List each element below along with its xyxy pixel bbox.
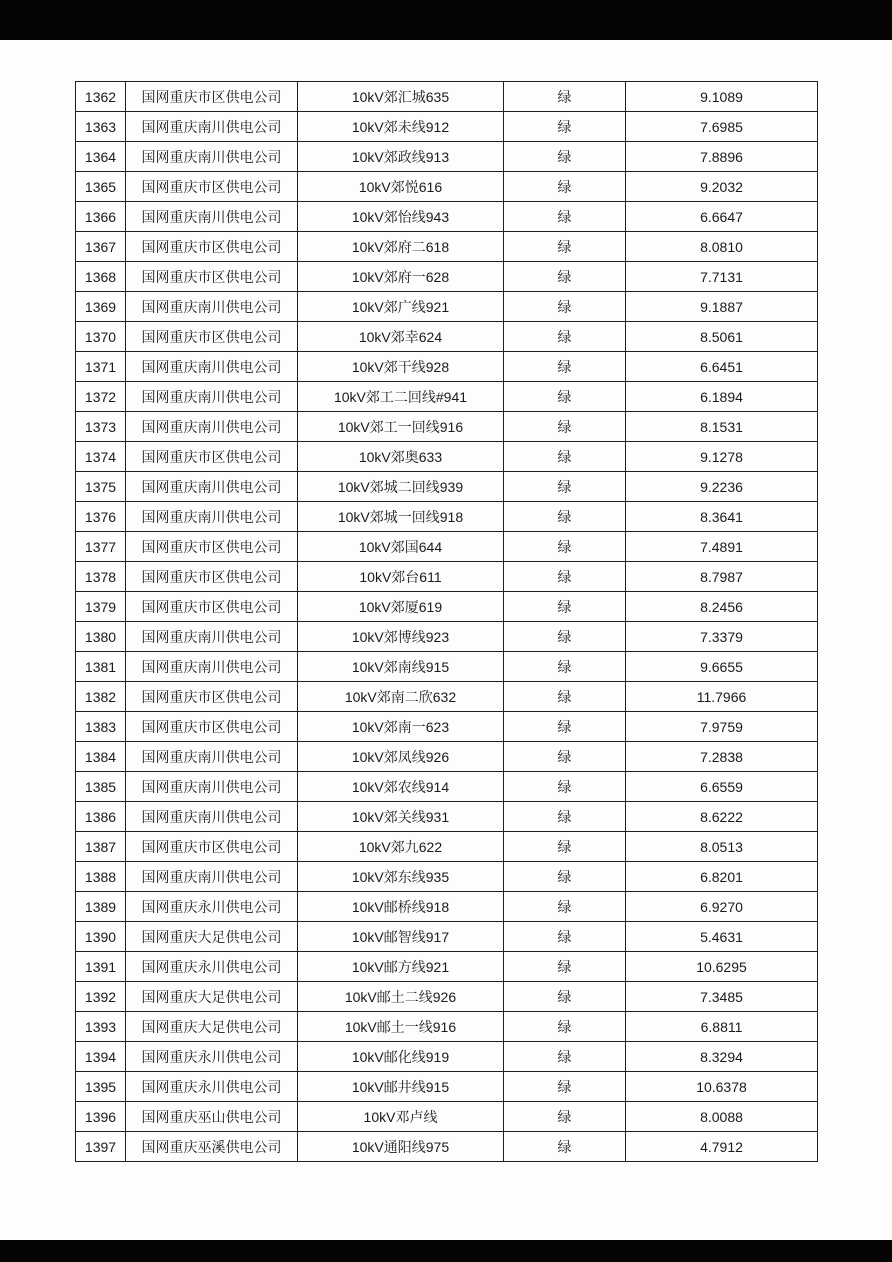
line-name-cell: 10kV郊悦616 bbox=[298, 172, 504, 202]
value-cell: 8.2456 bbox=[626, 592, 818, 622]
row-number-cell: 1379 bbox=[76, 592, 126, 622]
value-cell: 8.5061 bbox=[626, 322, 818, 352]
company-cell: 国网重庆市区供电公司 bbox=[126, 232, 298, 262]
status-cell: 绿 bbox=[504, 142, 626, 172]
row-number-cell: 1363 bbox=[76, 112, 126, 142]
table-row bbox=[76, 232, 818, 262]
value-cell: 8.3641 bbox=[626, 502, 818, 532]
status-cell: 绿 bbox=[504, 1102, 626, 1132]
line-name-cell: 10kV郊南线915 bbox=[298, 652, 504, 682]
value-cell: 8.0810 bbox=[626, 232, 818, 262]
line-name-cell: 10kV郊幸624 bbox=[298, 322, 504, 352]
table-row bbox=[76, 442, 818, 472]
status-cell: 绿 bbox=[504, 652, 626, 682]
company-cell: 国网重庆市区供电公司 bbox=[126, 532, 298, 562]
company-cell: 国网重庆大足供电公司 bbox=[126, 922, 298, 952]
row-number-cell: 1384 bbox=[76, 742, 126, 772]
company-cell: 国网重庆市区供电公司 bbox=[126, 562, 298, 592]
status-cell: 绿 bbox=[504, 352, 626, 382]
value-cell: 6.6451 bbox=[626, 352, 818, 382]
table-row bbox=[76, 682, 818, 712]
table-row bbox=[76, 1012, 818, 1042]
line-name-cell: 10kV郊台611 bbox=[298, 562, 504, 592]
value-cell: 7.7131 bbox=[626, 262, 818, 292]
power-line-status-table bbox=[75, 81, 818, 1162]
company-cell: 国网重庆大足供电公司 bbox=[126, 982, 298, 1012]
row-number-cell: 1366 bbox=[76, 202, 126, 232]
value-cell: 9.2236 bbox=[626, 472, 818, 502]
row-number-cell: 1381 bbox=[76, 652, 126, 682]
company-cell: 国网重庆市区供电公司 bbox=[126, 712, 298, 742]
company-cell: 国网重庆南川供电公司 bbox=[126, 502, 298, 532]
company-cell: 国网重庆南川供电公司 bbox=[126, 472, 298, 502]
line-name-cell: 10kV邓卢线 bbox=[298, 1102, 504, 1132]
company-cell: 国网重庆南川供电公司 bbox=[126, 802, 298, 832]
status-cell: 绿 bbox=[504, 1042, 626, 1072]
value-cell: 7.8896 bbox=[626, 142, 818, 172]
table-row bbox=[76, 202, 818, 232]
row-number-cell: 1386 bbox=[76, 802, 126, 832]
row-number-cell: 1380 bbox=[76, 622, 126, 652]
top-letterbox-bar bbox=[0, 0, 892, 40]
company-cell: 国网重庆南川供电公司 bbox=[126, 292, 298, 322]
line-name-cell: 10kV邮智线917 bbox=[298, 922, 504, 952]
status-cell: 绿 bbox=[504, 682, 626, 712]
line-name-cell: 10kV郊干线928 bbox=[298, 352, 504, 382]
company-cell: 国网重庆南川供电公司 bbox=[126, 142, 298, 172]
table-row bbox=[76, 262, 818, 292]
line-name-cell: 10kV郊凤线926 bbox=[298, 742, 504, 772]
company-cell: 国网重庆南川供电公司 bbox=[126, 202, 298, 232]
line-name-cell: 10kV郊农线914 bbox=[298, 772, 504, 802]
status-cell: 绿 bbox=[504, 112, 626, 142]
value-cell: 9.1089 bbox=[626, 82, 818, 112]
status-cell: 绿 bbox=[504, 382, 626, 412]
table-row bbox=[76, 952, 818, 982]
company-cell: 国网重庆市区供电公司 bbox=[126, 832, 298, 862]
company-cell: 国网重庆南川供电公司 bbox=[126, 412, 298, 442]
status-cell: 绿 bbox=[504, 982, 626, 1012]
line-name-cell: 10kV邮井线915 bbox=[298, 1072, 504, 1102]
row-number-cell: 1378 bbox=[76, 562, 126, 592]
line-name-cell: 10kV郊政线913 bbox=[298, 142, 504, 172]
line-name-cell: 10kV郊厦619 bbox=[298, 592, 504, 622]
row-number-cell: 1368 bbox=[76, 262, 126, 292]
company-cell: 国网重庆市区供电公司 bbox=[126, 322, 298, 352]
status-cell: 绿 bbox=[504, 922, 626, 952]
value-cell: 8.0513 bbox=[626, 832, 818, 862]
company-cell: 国网重庆南川供电公司 bbox=[126, 112, 298, 142]
row-number-cell: 1385 bbox=[76, 772, 126, 802]
row-number-cell: 1372 bbox=[76, 382, 126, 412]
status-cell: 绿 bbox=[504, 892, 626, 922]
value-cell: 10.6295 bbox=[626, 952, 818, 982]
line-name-cell: 10kV郊关线931 bbox=[298, 802, 504, 832]
table-row bbox=[76, 1132, 818, 1162]
company-cell: 国网重庆南川供电公司 bbox=[126, 772, 298, 802]
row-number-cell: 1387 bbox=[76, 832, 126, 862]
table-row bbox=[76, 322, 818, 352]
status-cell: 绿 bbox=[504, 562, 626, 592]
table-row bbox=[76, 922, 818, 952]
line-name-cell: 10kV郊广线921 bbox=[298, 292, 504, 322]
value-cell: 7.6985 bbox=[626, 112, 818, 142]
table-row bbox=[76, 292, 818, 322]
status-cell: 绿 bbox=[504, 532, 626, 562]
value-cell: 5.4631 bbox=[626, 922, 818, 952]
status-cell: 绿 bbox=[504, 592, 626, 622]
status-cell: 绿 bbox=[504, 772, 626, 802]
value-cell: 6.8201 bbox=[626, 862, 818, 892]
table-body bbox=[76, 82, 818, 1162]
value-cell: 8.6222 bbox=[626, 802, 818, 832]
value-cell: 7.3379 bbox=[626, 622, 818, 652]
value-cell: 9.1278 bbox=[626, 442, 818, 472]
table-row bbox=[76, 472, 818, 502]
line-name-cell: 10kV郊南一623 bbox=[298, 712, 504, 742]
status-cell: 绿 bbox=[504, 262, 626, 292]
value-cell: 9.1887 bbox=[626, 292, 818, 322]
line-name-cell: 10kV邮土二线926 bbox=[298, 982, 504, 1012]
status-cell: 绿 bbox=[504, 802, 626, 832]
table-row bbox=[76, 1042, 818, 1072]
value-cell: 7.3485 bbox=[626, 982, 818, 1012]
table-row bbox=[76, 862, 818, 892]
table-row bbox=[76, 502, 818, 532]
line-name-cell: 10kV邮化线919 bbox=[298, 1042, 504, 1072]
row-number-cell: 1392 bbox=[76, 982, 126, 1012]
table-row bbox=[76, 1102, 818, 1132]
table-row bbox=[76, 352, 818, 382]
table-row bbox=[76, 832, 818, 862]
company-cell: 国网重庆永川供电公司 bbox=[126, 892, 298, 922]
value-cell: 9.6655 bbox=[626, 652, 818, 682]
company-cell: 国网重庆南川供电公司 bbox=[126, 622, 298, 652]
table-row bbox=[76, 412, 818, 442]
table-row bbox=[76, 382, 818, 412]
table-row bbox=[76, 652, 818, 682]
line-name-cell: 10kV郊奥633 bbox=[298, 442, 504, 472]
company-cell: 国网重庆市区供电公司 bbox=[126, 442, 298, 472]
line-name-cell: 10kV郊怡线943 bbox=[298, 202, 504, 232]
row-number-cell: 1376 bbox=[76, 502, 126, 532]
table-row bbox=[76, 532, 818, 562]
status-cell: 绿 bbox=[504, 502, 626, 532]
row-number-cell: 1374 bbox=[76, 442, 126, 472]
company-cell: 国网重庆南川供电公司 bbox=[126, 352, 298, 382]
company-cell: 国网重庆市区供电公司 bbox=[126, 172, 298, 202]
table-row bbox=[76, 802, 818, 832]
row-number-cell: 1397 bbox=[76, 1132, 126, 1162]
table-row bbox=[76, 622, 818, 652]
value-cell: 6.9270 bbox=[626, 892, 818, 922]
row-number-cell: 1382 bbox=[76, 682, 126, 712]
row-number-cell: 1396 bbox=[76, 1102, 126, 1132]
value-cell: 8.3294 bbox=[626, 1042, 818, 1072]
line-name-cell: 10kV邮方线921 bbox=[298, 952, 504, 982]
status-cell: 绿 bbox=[504, 232, 626, 262]
status-cell: 绿 bbox=[504, 1132, 626, 1162]
status-cell: 绿 bbox=[504, 712, 626, 742]
line-name-cell: 10kV郊城一回线918 bbox=[298, 502, 504, 532]
value-cell: 6.6559 bbox=[626, 772, 818, 802]
row-number-cell: 1393 bbox=[76, 1012, 126, 1042]
line-name-cell: 10kV邮土一线916 bbox=[298, 1012, 504, 1042]
table-row bbox=[76, 982, 818, 1012]
company-cell: 国网重庆巫溪供电公司 bbox=[126, 1132, 298, 1162]
row-number-cell: 1395 bbox=[76, 1072, 126, 1102]
status-cell: 绿 bbox=[504, 862, 626, 892]
line-name-cell: 10kV邮桥线918 bbox=[298, 892, 504, 922]
table-row bbox=[76, 772, 818, 802]
company-cell: 国网重庆永川供电公司 bbox=[126, 952, 298, 982]
company-cell: 国网重庆南川供电公司 bbox=[126, 742, 298, 772]
row-number-cell: 1365 bbox=[76, 172, 126, 202]
company-cell: 国网重庆南川供电公司 bbox=[126, 382, 298, 412]
table-row bbox=[76, 172, 818, 202]
row-number-cell: 1375 bbox=[76, 472, 126, 502]
row-number-cell: 1394 bbox=[76, 1042, 126, 1072]
company-cell: 国网重庆南川供电公司 bbox=[126, 652, 298, 682]
row-number-cell: 1383 bbox=[76, 712, 126, 742]
row-number-cell: 1364 bbox=[76, 142, 126, 172]
status-cell: 绿 bbox=[504, 202, 626, 232]
company-cell: 国网重庆南川供电公司 bbox=[126, 862, 298, 892]
value-cell: 8.1531 bbox=[626, 412, 818, 442]
status-cell: 绿 bbox=[504, 442, 626, 472]
table-row bbox=[76, 112, 818, 142]
value-cell: 9.2032 bbox=[626, 172, 818, 202]
value-cell: 7.9759 bbox=[626, 712, 818, 742]
value-cell: 6.6647 bbox=[626, 202, 818, 232]
company-cell: 国网重庆市区供电公司 bbox=[126, 262, 298, 292]
company-cell: 国网重庆市区供电公司 bbox=[126, 682, 298, 712]
company-cell: 国网重庆大足供电公司 bbox=[126, 1012, 298, 1042]
line-name-cell: 10kV郊府一628 bbox=[298, 262, 504, 292]
value-cell: 11.7966 bbox=[626, 682, 818, 712]
table-row bbox=[76, 592, 818, 622]
status-cell: 绿 bbox=[504, 412, 626, 442]
status-cell: 绿 bbox=[504, 1072, 626, 1102]
row-number-cell: 1388 bbox=[76, 862, 126, 892]
company-cell: 国网重庆市区供电公司 bbox=[126, 82, 298, 112]
row-number-cell: 1373 bbox=[76, 412, 126, 442]
line-name-cell: 10kV通阳线975 bbox=[298, 1132, 504, 1162]
status-cell: 绿 bbox=[504, 82, 626, 112]
status-cell: 绿 bbox=[504, 832, 626, 862]
table-row bbox=[76, 892, 818, 922]
line-name-cell: 10kV郊工一回线916 bbox=[298, 412, 504, 442]
status-cell: 绿 bbox=[504, 322, 626, 352]
line-name-cell: 10kV郊工二回线#941 bbox=[298, 382, 504, 412]
row-number-cell: 1391 bbox=[76, 952, 126, 982]
company-cell: 国网重庆永川供电公司 bbox=[126, 1042, 298, 1072]
line-name-cell: 10kV郊城二回线939 bbox=[298, 472, 504, 502]
status-cell: 绿 bbox=[504, 742, 626, 772]
value-cell: 6.8811 bbox=[626, 1012, 818, 1042]
row-number-cell: 1371 bbox=[76, 352, 126, 382]
line-name-cell: 10kV郊汇城635 bbox=[298, 82, 504, 112]
status-cell: 绿 bbox=[504, 292, 626, 322]
value-cell: 10.6378 bbox=[626, 1072, 818, 1102]
company-cell: 国网重庆永川供电公司 bbox=[126, 1072, 298, 1102]
value-cell: 8.7987 bbox=[626, 562, 818, 592]
value-cell: 7.4891 bbox=[626, 532, 818, 562]
line-name-cell: 10kV郊东线935 bbox=[298, 862, 504, 892]
status-cell: 绿 bbox=[504, 472, 626, 502]
row-number-cell: 1369 bbox=[76, 292, 126, 322]
status-cell: 绿 bbox=[504, 172, 626, 202]
line-name-cell: 10kV郊国644 bbox=[298, 532, 504, 562]
row-number-cell: 1367 bbox=[76, 232, 126, 262]
value-cell: 7.2838 bbox=[626, 742, 818, 772]
status-cell: 绿 bbox=[504, 952, 626, 982]
line-name-cell: 10kV郊九622 bbox=[298, 832, 504, 862]
row-number-cell: 1390 bbox=[76, 922, 126, 952]
value-cell: 8.0088 bbox=[626, 1102, 818, 1132]
status-cell: 绿 bbox=[504, 1012, 626, 1042]
line-name-cell: 10kV郊博线923 bbox=[298, 622, 504, 652]
company-cell: 国网重庆市区供电公司 bbox=[126, 592, 298, 622]
row-number-cell: 1370 bbox=[76, 322, 126, 352]
company-cell: 国网重庆巫山供电公司 bbox=[126, 1102, 298, 1132]
table-row bbox=[76, 742, 818, 772]
bottom-letterbox-bar bbox=[0, 1240, 892, 1262]
table-row bbox=[76, 562, 818, 592]
table-row bbox=[76, 142, 818, 172]
table-row bbox=[76, 1072, 818, 1102]
row-number-cell: 1389 bbox=[76, 892, 126, 922]
status-cell: 绿 bbox=[504, 622, 626, 652]
table-row bbox=[76, 82, 818, 112]
line-name-cell: 10kV郊府二618 bbox=[298, 232, 504, 262]
value-cell: 4.7912 bbox=[626, 1132, 818, 1162]
line-name-cell: 10kV郊未线912 bbox=[298, 112, 504, 142]
table-row bbox=[76, 712, 818, 742]
line-name-cell: 10kV郊南二欣632 bbox=[298, 682, 504, 712]
row-number-cell: 1362 bbox=[76, 82, 126, 112]
value-cell: 6.1894 bbox=[626, 382, 818, 412]
row-number-cell: 1377 bbox=[76, 532, 126, 562]
